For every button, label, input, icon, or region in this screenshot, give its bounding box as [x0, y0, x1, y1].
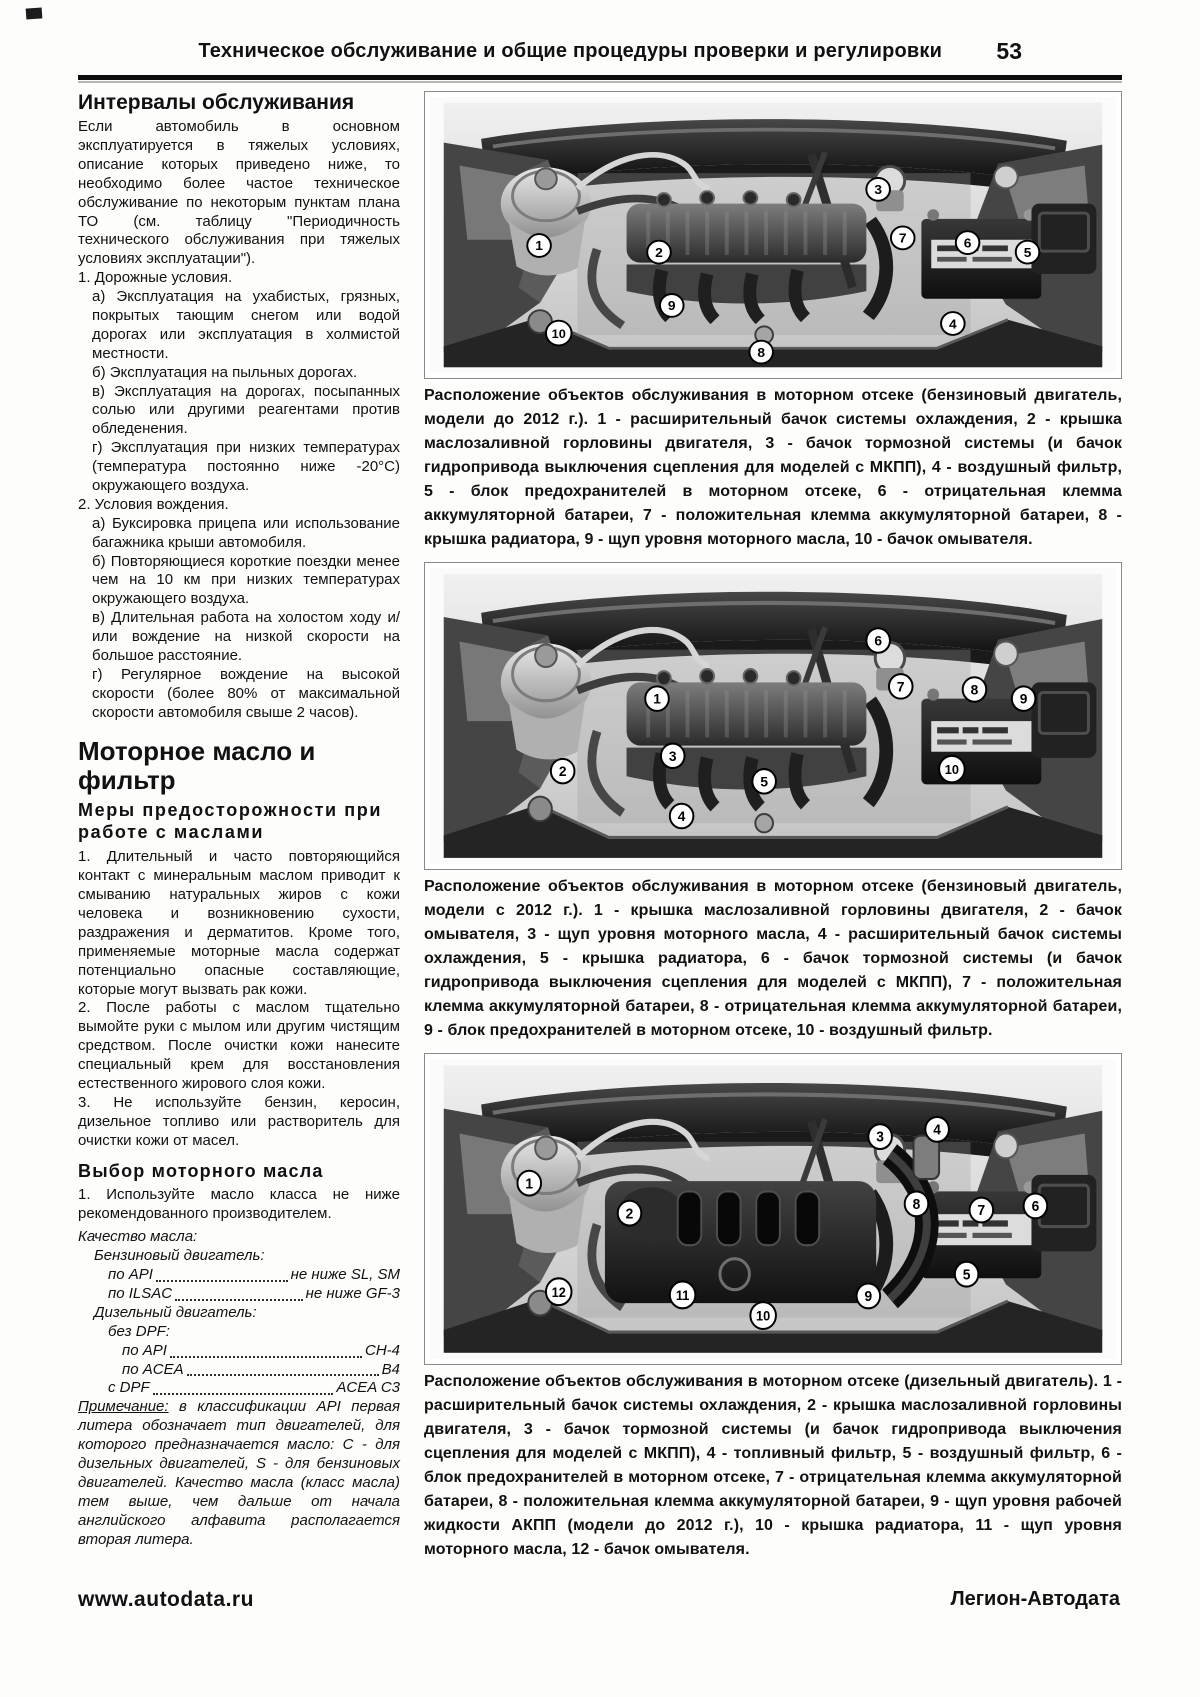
figure-engine-bay-petrol-pre2012	[424, 91, 1122, 379]
callout-number: 4	[949, 316, 957, 332]
diesel-engine-label: Дизельный двигатель:	[94, 1303, 257, 1321]
subsection-oil-choice: Выбор моторного масла	[78, 1160, 324, 1181]
driving-item: а) Буксировка прицепа или использование багажника крыши автомобиля.	[92, 514, 400, 551]
spec-name: с DPF	[108, 1379, 150, 1397]
driving-item: г) Регулярное вождение на высокой скорости (более 80% от максимальной скорости автомобиля свыше 2 часов).	[92, 665, 400, 721]
figure-caption: Расположение объектов обслуживания в моторном отсеке (бензиновый двигатель, модели с 2012 г.). 1 - крышка маслозаливной горловины двигателя, 2 - бачок омывателя, 3 - щуп уровня моторного масла, 4 - расширительный бачок системы охлаждения, 5 - крышка радиатора, 6 - бачок тормозной системы (и бачок гидропривода выключения сцепления для моделей с МКПП), 7 - положительная клемма аккумуляторной батареи, 8 - отрицательная клемма аккумуляторной батареи, 9 - блок предохранителей в моторном отсеке, 10 - воздушный фильтр.	[424, 878, 1122, 1039]
spec-value: ACEA C3	[336, 1379, 400, 1397]
api-note	[78, 1398, 400, 1549]
spec-name: по ACEA	[122, 1360, 184, 1378]
callout-number: 7	[977, 1201, 986, 1219]
callout-number: 8	[757, 345, 766, 360]
callout-number: 9	[864, 1287, 873, 1305]
oil-quality-label: Качество масла:	[78, 1228, 198, 1246]
road-item: в) Эксплуатация на дорогах, посыпанных солью или другими реагентами против обледенения.	[92, 382, 400, 438]
dotted-leader	[175, 1299, 303, 1301]
page-header	[78, 14, 1122, 72]
callout-number: 10	[944, 761, 959, 778]
precaution-paragraph: 3. Не используйте бензин, керосин, дизельное топливо или растворитель для очистки кожи от масел.	[78, 1093, 400, 1149]
dotted-leader	[187, 1374, 379, 1376]
callout-number: 3	[668, 747, 677, 764]
spec-value: не ниже GF-3	[305, 1284, 400, 1302]
subsection-precautions: Меры предосторожности при работе с маслами	[78, 800, 382, 843]
callout-number: 4	[933, 1121, 941, 1138]
spec-row-api-petrol	[78, 1266, 400, 1285]
figures-column	[424, 91, 1122, 1572]
driving-conditions-header: 2. Условия вождения.	[78, 495, 229, 513]
note-label: Примечание:	[78, 1398, 169, 1416]
road-item: г) Эксплуатация при низких температурах (температура постоянно ниже -20°С) окружающего воздуха.	[92, 439, 400, 495]
footer-publisher: Легион-Автодата	[950, 1588, 1120, 1610]
left-text-column	[78, 91, 400, 1572]
callout-number: 1	[525, 1174, 534, 1192]
callout-number: 2	[558, 762, 567, 780]
figure-engine-bay-diesel	[424, 1053, 1122, 1365]
page-footer	[78, 1588, 1120, 1612]
scan-artifact	[26, 7, 43, 19]
callout-number: 10	[756, 1308, 771, 1324]
oil-choice-intro: 1. Используйте масло класса не ниже рекомендованного производителем.	[78, 1186, 400, 1223]
spec-row-api-diesel	[78, 1342, 400, 1361]
spec-row-dpf	[78, 1379, 400, 1398]
spec-value: CH-4	[364, 1341, 400, 1359]
spec-name: по ILSAC	[108, 1284, 173, 1302]
dotted-leader	[153, 1393, 334, 1395]
callout-number: 4	[677, 807, 686, 825]
callout-number: 7	[896, 678, 905, 695]
figure-engine-bay-petrol-2012	[424, 562, 1122, 870]
dotted-leader	[156, 1280, 288, 1282]
page-number: 53	[996, 38, 1022, 64]
no-dpf-label: без DPF:	[108, 1322, 170, 1340]
callout-number: 5	[962, 1266, 971, 1283]
road-conditions-header: 1. Дорожные условия.	[78, 269, 233, 287]
callout-number: 5	[1023, 245, 1032, 260]
spec-value: B4	[381, 1360, 400, 1378]
figure-caption: Расположение объектов обслуживания в моторном отсеке (бензиновый двигатель, модели до 2012 г.). 1 - расширительный бачок системы охлаждения, 2 - крышка маслозаливной горловины двигателя, 3 - бачок тормозной системы (и бачок гидропривода выключения сцепления для моделей с МКПП), 4 - воздушный фильтр, 5 - блок предохранителей в моторном отсеке, 6 - отрицательная клемма аккумуляторной батареи, 7 - положительная клемма аккумуляторной батареи, 8 - крышка радиатора, 9 - щуп уровня моторного масла, 10 - бачок омывателя.	[424, 387, 1122, 548]
callout-number: 10	[551, 326, 566, 341]
callout-number: 6	[963, 235, 972, 251]
engine-bay-photo	[430, 97, 1116, 373]
callout-number: 3	[874, 182, 882, 198]
callout-number: 6	[1031, 1197, 1040, 1215]
callout-number: 12	[551, 1284, 566, 1301]
engine-bay-photo	[430, 1059, 1116, 1359]
precaution-paragraph: 1. Длительный и часто повторяющийся контакт с минеральным маслом приводит к смыванию натуральных жиров с кожи человека и возникновению сухости, раздражения и дерматитов. Кроме того, применяемые моторные масла содержат потенциально опасные составляющие, которые могут вызвать рак кожи.	[78, 848, 400, 998]
section-title-engine-oil: Моторное масло и фильтр	[78, 735, 316, 796]
precaution-paragraph: 2. После работы с маслом тщательно вымойте руки с мылом или другим чистящим средством. После очистки кожи нанесите специальный крем для восстановления естественного жирового слоя кожи.	[78, 999, 400, 1092]
callout-number: 1	[653, 690, 661, 707]
callout-number: 1	[535, 238, 543, 254]
driving-item: б) Повторяющиеся короткие поездки менее чем на 10 км при низких температурах окружающего воздуха.	[92, 552, 400, 608]
callout-number: 7	[898, 230, 907, 246]
callout-number: 8	[970, 681, 979, 698]
callout-number: 2	[625, 1204, 634, 1222]
spec-row-acea	[78, 1361, 400, 1380]
road-item: б) Эксплуатация на пыльных дорогах.	[92, 363, 358, 381]
callout-number: 8	[912, 1195, 921, 1213]
callout-number: 5	[760, 773, 768, 790]
header-rule-shadow	[78, 81, 1122, 83]
page-header-title: Техническое обслуживание и общие процедуры проверки и регулировки	[198, 40, 943, 62]
section-title-intervals: Интервалы обслуживания	[78, 91, 355, 114]
driving-item: в) Длительная работа на холостом ходу и/или вождение на низкой скорости на большое расстояние.	[92, 609, 400, 665]
callout-number: 6	[874, 632, 882, 649]
intervals-intro: Если автомобиль в основном эксплуатируется в тяжелых условиях, описание которых приведено ниже, то необходимо более частое техническое обслуживание по некоторым пунктам плана ТО (см. таблицу "Периодичность технического обслуживания при тяжелых условиях эксплуатации").	[78, 118, 400, 268]
callout-number: 3	[876, 1128, 884, 1145]
engine-bay-photo	[430, 568, 1116, 864]
spec-name: по API	[122, 1341, 167, 1359]
dotted-leader	[170, 1356, 362, 1358]
figure-caption: Расположение объектов обслуживания в моторном отсеке (дизельный двигатель). 1 - расширительный бачок системы охлаждения, 2 - крышка маслозаливной горловины двигателя, 3 - бачок тормозной системы (и бачок гидропривода выключения сцепления для моделей с МКПП), 4 - топливный фильтр, 5 - воздушный фильтр, 6 - блок предохранителей в моторном отсеке, 7 - отрицательная клемма аккумуляторной батареи, 8 - положительная клемма аккумуляторной батареи, 9 - щуп уровня рабочей жидкости АКПП (модели до 2012 г.), 10 - крышка радиатора, 11 - щуп уровня моторного масла, 12 - бачок омывателя.	[424, 1373, 1122, 1558]
road-item: а) Эксплуатация на ухабистых, грязных, покрытых тающим снегом или водой дорогах или эксплуатация в холмистой местности.	[92, 288, 400, 362]
callout-number: 9	[667, 298, 676, 314]
spec-name: по API	[108, 1266, 153, 1284]
note-text: в классификации API первая литера обозначает тип двигателей, для которого предназначается масло: С - для дизельных двигателей, S - для бензиновых двигателей. Качество масла (класс масла) тем выше, чем дальше от начала английского алфавита располагается вторая литера.	[78, 1398, 400, 1548]
footer-site-url: www.autodata.ru	[78, 1588, 254, 1611]
petrol-engine-label: Бензиновый двигатель:	[94, 1247, 265, 1265]
spec-value: не ниже SL, SM	[290, 1266, 400, 1284]
callout-number: 11	[675, 1287, 690, 1304]
callout-number: 9	[1019, 690, 1028, 707]
oil-quality-specs	[78, 1228, 400, 1398]
spec-row-ilsac	[78, 1285, 400, 1304]
callout-number: 2	[655, 245, 663, 260]
header-rule	[78, 75, 1122, 80]
